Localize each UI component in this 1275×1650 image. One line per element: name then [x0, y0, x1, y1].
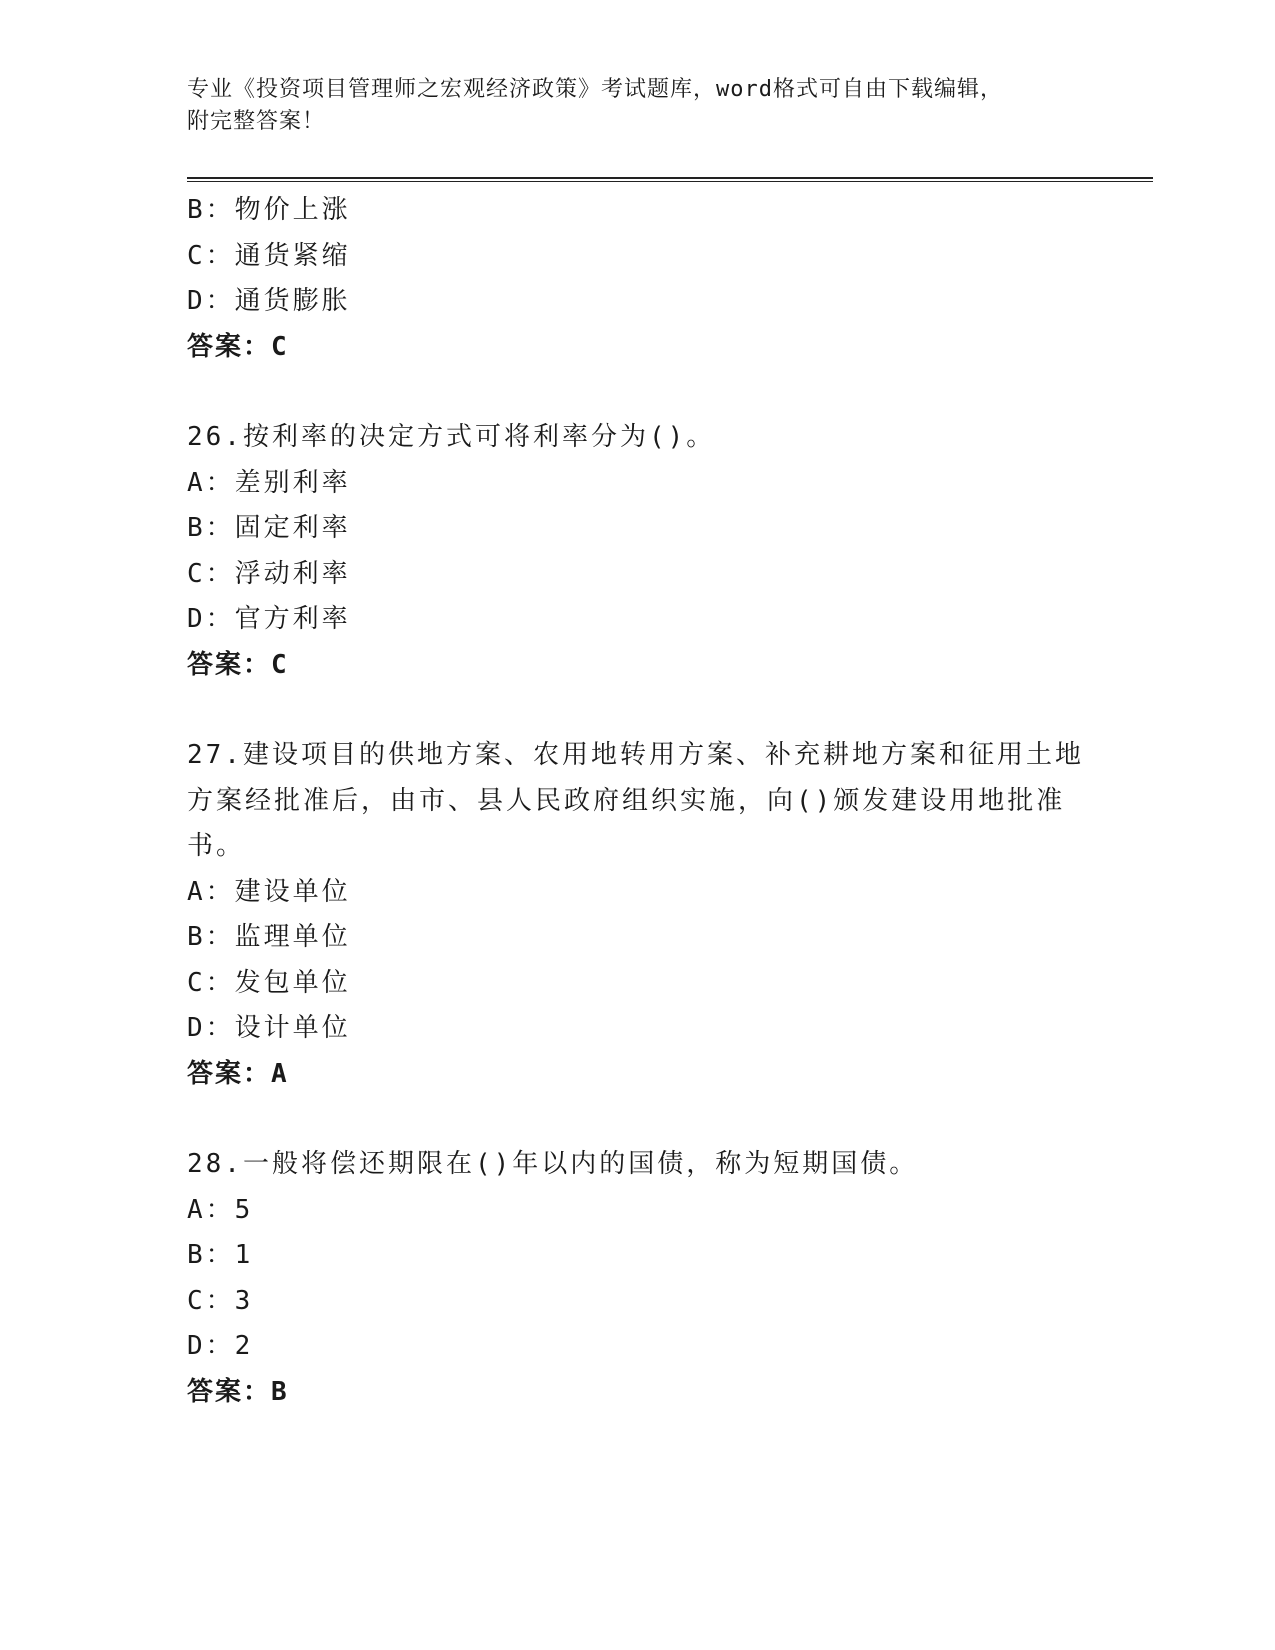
question-text: 28.一般将偿还期限在()年以内的国债，称为短期国债。 — [187, 1149, 919, 1179]
question-25-partial — [187, 188, 1087, 370]
option-a: A：建设单位 — [187, 876, 351, 907]
question-28 — [187, 1142, 1087, 1415]
option-c: C：浮动利率 — [187, 558, 351, 589]
question-text-line-3: 书。 — [187, 831, 246, 861]
spacer — [187, 370, 1087, 415]
option-b: B：监理单位 — [187, 922, 351, 952]
option-a: A：5 — [187, 1194, 254, 1225]
option-a: A：差别利率 — [187, 467, 351, 498]
option-d: D：官方利率 — [187, 604, 351, 634]
question-text-line-2: 方案经批准后，由市、县人民政府组织实施，向()颁发建设用地批准 — [187, 785, 1066, 816]
spacer — [187, 688, 1087, 733]
question-list — [187, 188, 1087, 1415]
answer: 答案：A — [187, 1058, 289, 1089]
answer: 答案：B — [187, 1376, 289, 1407]
question-27 — [187, 733, 1087, 1097]
option-b: B：固定利率 — [187, 513, 351, 543]
option-c: C：发包单位 — [187, 967, 351, 998]
option-d: D：设计单位 — [187, 1013, 351, 1043]
option-d: D：通货膨胀 — [187, 286, 351, 316]
header-line-2: 附完整答案！ — [187, 109, 326, 134]
option-b: B：1 — [187, 1240, 254, 1270]
header-divider — [187, 177, 1153, 182]
question-text-line-1: 27.建设项目的供地方案、农用地转用方案、补充耕地方案和征用土地 — [187, 740, 1084, 770]
option-c: C：通货紧缩 — [187, 240, 351, 271]
answer: 答案：C — [187, 331, 289, 362]
option-b: B：物价上涨 — [187, 195, 351, 225]
question-text: 26.按利率的决定方式可将利率分为()。 — [187, 422, 716, 452]
question-26 — [187, 415, 1087, 688]
header-line-1: 专业《投资项目管理师之宏观经济政策》考试题库，word格式可自由下载编辑， — [187, 77, 1003, 102]
option-d: D：2 — [187, 1331, 254, 1361]
document-header — [187, 74, 1087, 138]
answer: 答案：C — [187, 649, 289, 680]
option-c: C：3 — [187, 1285, 254, 1316]
spacer — [187, 1097, 1087, 1142]
